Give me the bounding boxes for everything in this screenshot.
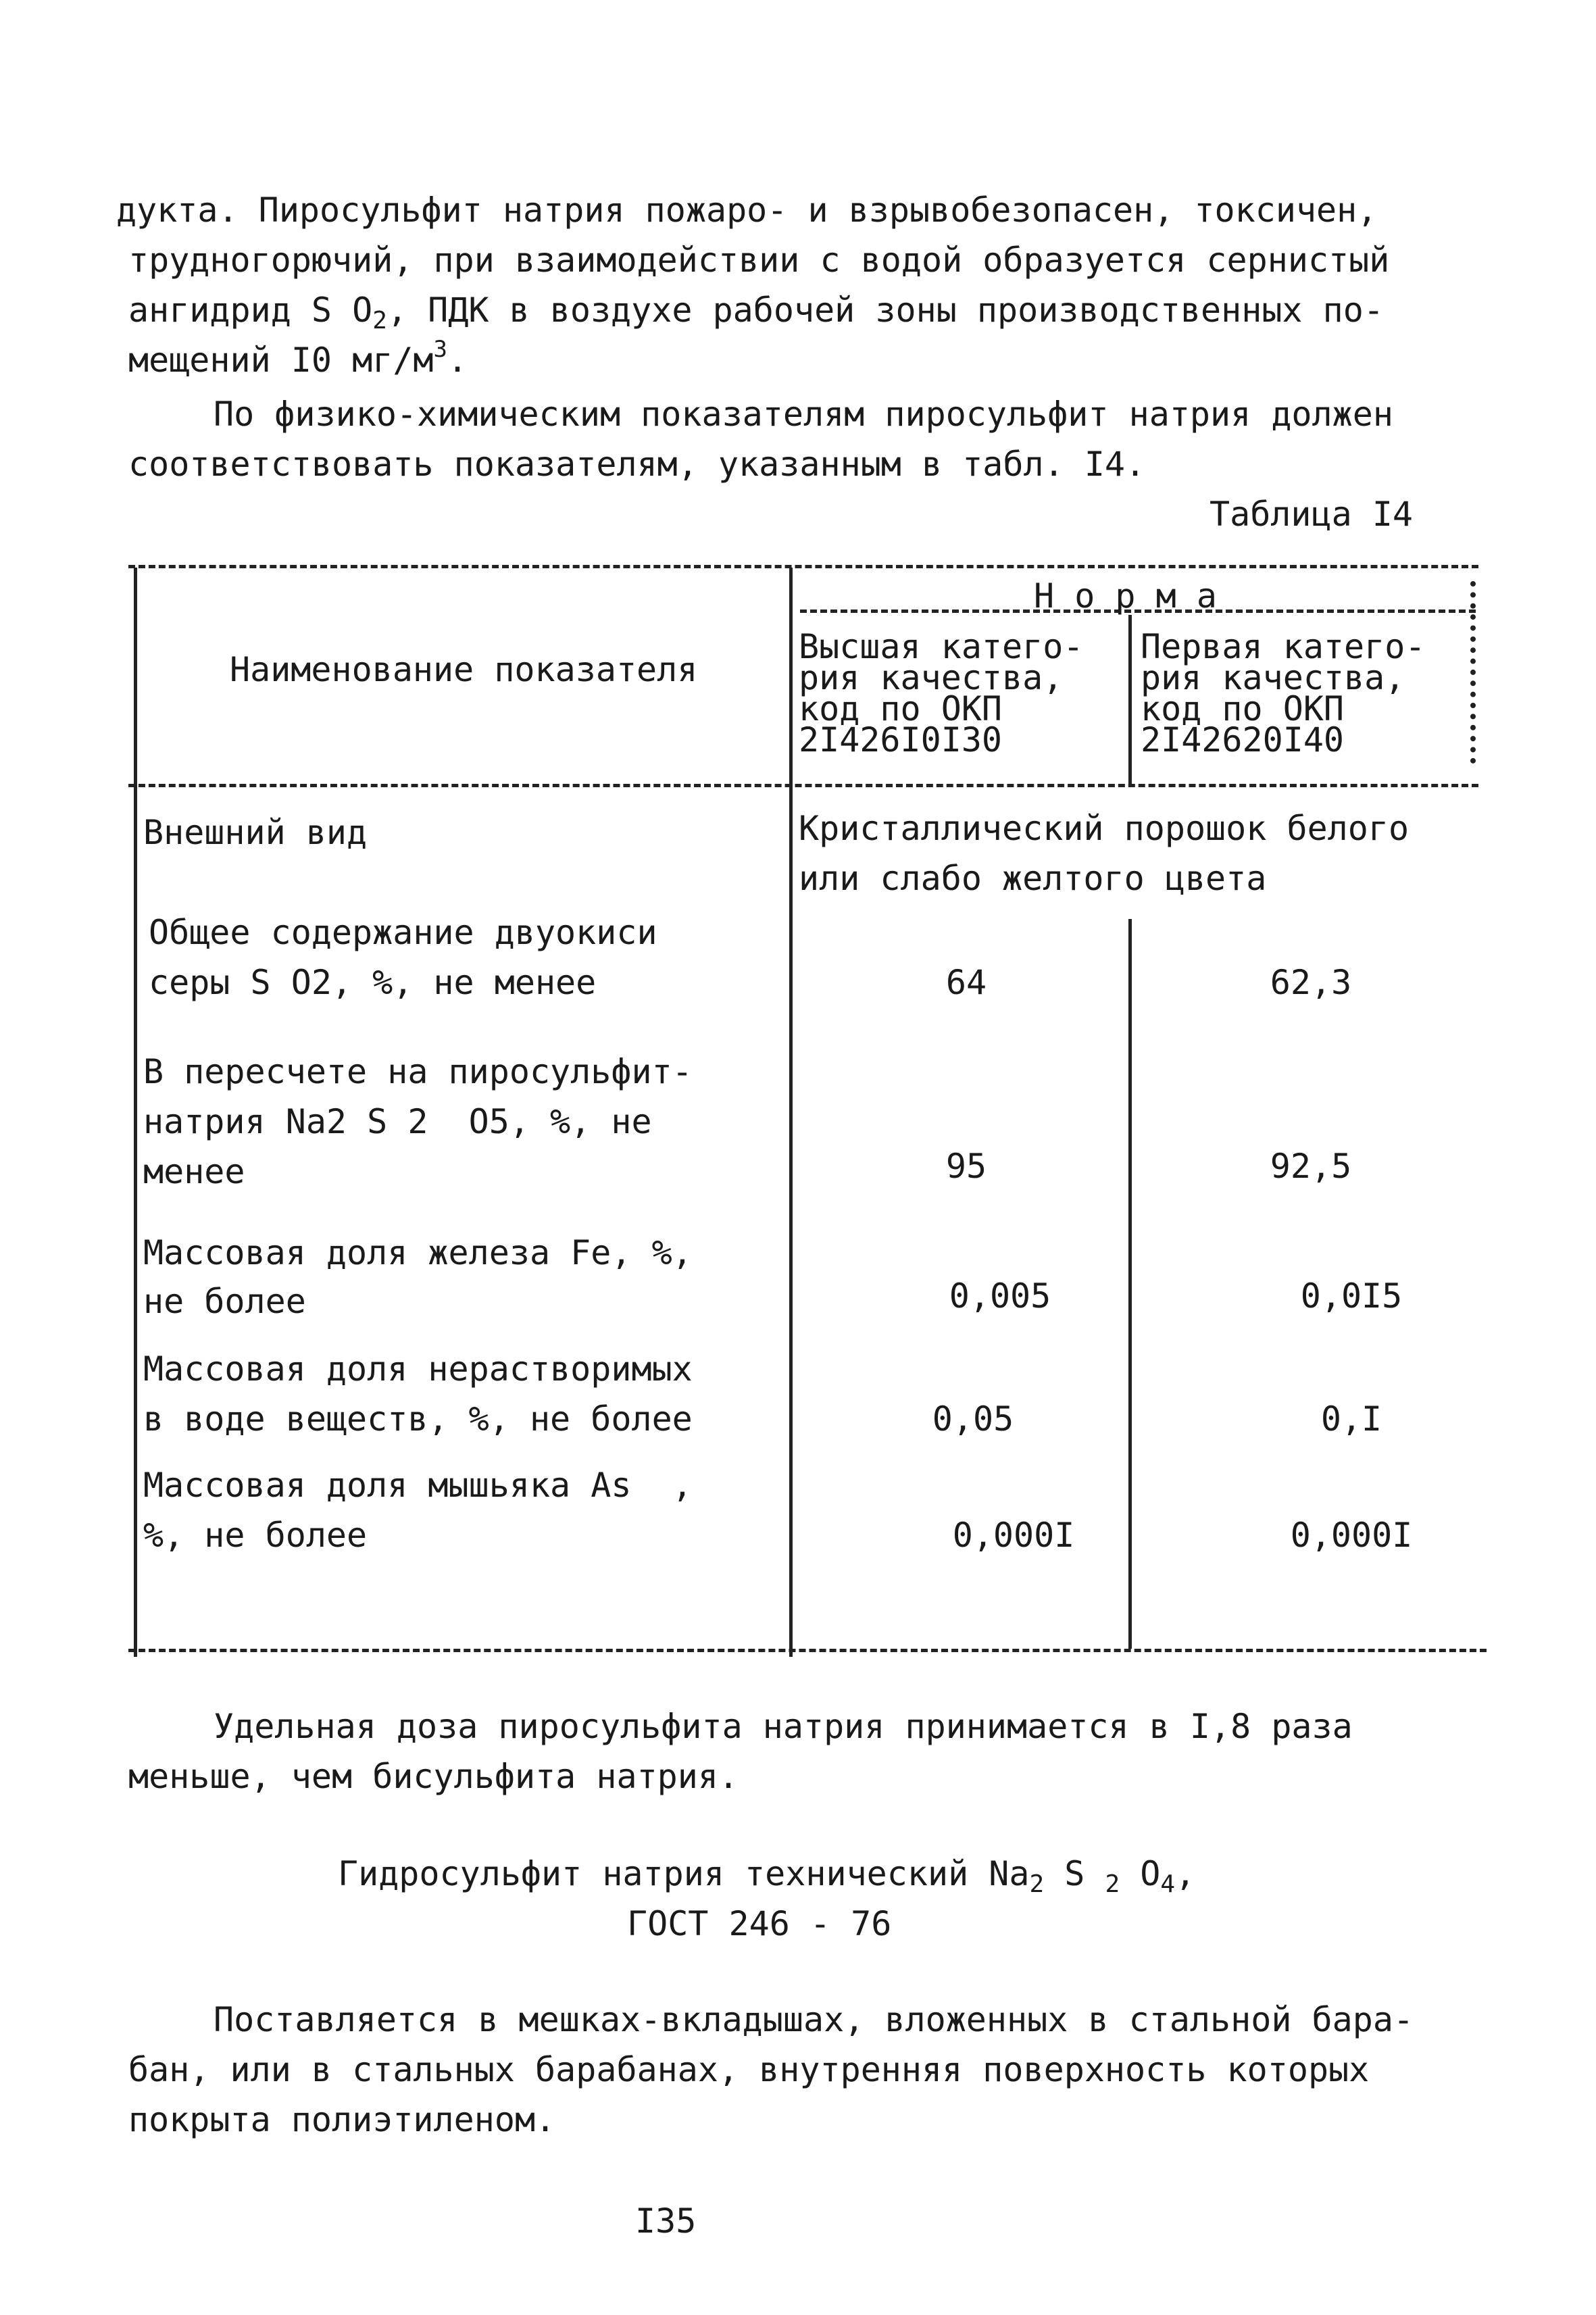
- row-name-line: не более: [143, 1282, 306, 1321]
- row-name-line: серы S O2, %, не менее: [149, 963, 597, 1002]
- row-appearance-value-1: Кристаллический порошок белого: [799, 809, 1410, 848]
- intro-line-2: трудногорючий, при взаимодействии с водой образуется сернистый: [128, 241, 1390, 280]
- row-appearance-name: Внешний вид: [143, 813, 368, 852]
- page-number: I35: [635, 2201, 697, 2241]
- header-col1-line: 2I426I0I30: [799, 720, 1003, 760]
- row-name-line: менее: [143, 1152, 245, 1191]
- row-value-first: 0,0I5: [1300, 1276, 1403, 1316]
- header-col2-line: код по ОКП: [1141, 689, 1345, 728]
- row-name-line: Массовая доля мышьяка As ,: [143, 1466, 693, 1505]
- header-col1-line: код по ОКП: [799, 689, 1003, 728]
- header-norma: Н о р м а: [1034, 576, 1217, 616]
- intro-line-3: ангидрид S $O_2$, ПДК в воздухе рабочей зоны производственных по-: [128, 291, 1384, 334]
- para4-line-2: бан, или в стальных барабанах, внутренняя поверхность которых: [128, 2050, 1370, 2089]
- para2-line-2: соответствовать показателям, указанным в табл. I4.: [128, 445, 1146, 484]
- table-top-border: [128, 565, 1478, 568]
- header-col2-line: рия качества,: [1141, 658, 1405, 697]
- para3-line-1: Удельная доза пиросульфита натрия принимается в I,8 раза: [214, 1707, 1353, 1746]
- section-standard: ГОСТ 246 - 76: [627, 1904, 892, 1943]
- para2-line-1: По физико-химическим показателям пиросульфит натрия должен: [214, 395, 1393, 434]
- row-value-high: 0,000I: [952, 1516, 1075, 1555]
- row-value-first: 62,3: [1270, 963, 1352, 1002]
- header-name: Наименование показателя: [230, 650, 698, 689]
- row-name-line: Массовая доля железа Fe, %,: [143, 1233, 693, 1272]
- row-value-first: 92,5: [1270, 1147, 1352, 1186]
- row-value-high: 95: [945, 1147, 987, 1186]
- para4-line-3: покрыта полиэтиленом.: [128, 2100, 556, 2139]
- row-value-first: 0,000I: [1290, 1516, 1413, 1555]
- row-name-line: Общее содержание двуокиси: [149, 913, 657, 952]
- header-col1-line: рия качества,: [799, 658, 1064, 697]
- para3-line-2: меньше, чем бисульфита натрия.: [128, 1757, 739, 1796]
- row-value-high: 0,05: [932, 1399, 1014, 1439]
- section-heading: Гидросульфит натрия технический $Na_2$ S $_2$ $O_4$,: [338, 1854, 1196, 1898]
- header-col-divider: [1128, 615, 1132, 787]
- row-name-line: Массовая доля нерастворимых: [143, 1349, 693, 1389]
- table-bottom-border: [128, 1649, 1487, 1652]
- row-name-line: в воде веществ, %, не более: [143, 1399, 693, 1439]
- table-left-border: [134, 568, 137, 1657]
- table-caption: Таблица I4: [1210, 495, 1414, 534]
- row-name-line: натрия Na2 S 2 O5, %, не: [143, 1102, 652, 1141]
- header-col1-line: Высшая катего-: [799, 627, 1084, 666]
- header-bottom-border: [128, 784, 1478, 787]
- row-appearance-value-2: или слабо желтого цвета: [799, 859, 1267, 898]
- row-value-high: 0,005: [949, 1276, 1051, 1316]
- row-name-line: %, не более: [143, 1516, 368, 1555]
- table-middle-border: [789, 568, 793, 1657]
- intro-line-1: дукта. Пиросульфит натрия пожаро- и взрывобезопасен, токсичен,: [116, 191, 1378, 230]
- body-col-divider: [1128, 919, 1132, 1649]
- header-col2-line: 2I42620I40: [1141, 720, 1345, 760]
- header-col2-line: Первая катего-: [1141, 627, 1426, 666]
- row-value-high: 64: [945, 963, 987, 1002]
- table-right-border: [1470, 581, 1476, 764]
- para4-line-1: Поставляется в мешках-вкладышах, вложенных в стальной бара-: [214, 2000, 1414, 2039]
- row-value-first: 0,I: [1320, 1399, 1382, 1439]
- row-name-line: В пересчете на пиросульфит-: [143, 1052, 693, 1091]
- intro-line-4: мещений I0 $мг/м^3$.: [128, 336, 468, 380]
